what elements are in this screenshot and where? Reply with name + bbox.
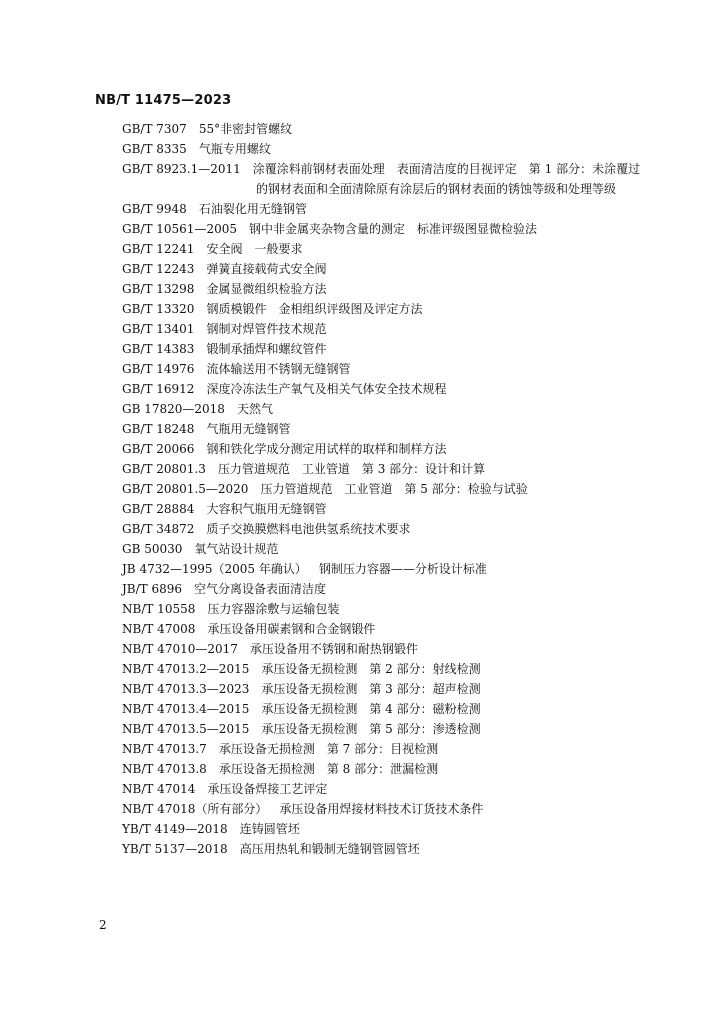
reference-code: NB/T 47013.7 [122,742,207,756]
reference-title: 压力管道规范 工业管道 第 3 部分：设计和计算 [217,462,486,476]
reference-item [122,419,702,439]
reference-title: 承压设备无损检测 第 3 部分：超声检测 [261,682,481,696]
reference-item [122,259,702,279]
reference-code: JB/T 6896 [122,582,183,596]
reference-item [122,559,702,579]
reference-item [122,779,702,799]
reference-title: 55°非密封管螺纹 [198,122,293,136]
reference-code: GB 50030 [122,542,183,556]
reference-title: 钢质模锻件 金相组织评级图及评定方法 [206,302,423,316]
reference-item [122,379,702,399]
reference-title: 钢和铁化学成分测定用试样的取样和制样方法 [206,442,447,456]
reference-code: NB/T 10558 [122,602,196,616]
reference-code: YB/T 4149—2018 [122,822,228,836]
reference-item [122,759,702,779]
reference-item [122,539,702,559]
reference-title: 连铸圆管坯 [239,822,300,836]
reference-title: 质子交换膜燃料电池供氢系统技术要求 [206,522,411,536]
reference-code: NB/T 47013.2—2015 [122,662,250,676]
reference-title: 天然气 [236,402,273,416]
reference-title: 涂覆涂料前钢材表面处理 表面清洁度的目视评定 第 1 部分：未涂覆过 [252,162,641,176]
reference-title: 弹簧直接载荷式安全阀 [206,262,327,276]
reference-item [122,819,702,839]
reference-title-continuation: 的钢材表面和全面清除原有涂层后的钢材表面的锈蚀等级和处理等级 [256,182,617,196]
reference-item [122,199,702,219]
reference-code: NB/T 47014 [122,782,196,796]
reference-code: GB/T 8335 [122,142,187,156]
reference-title: 气瓶专用螺纹 [198,142,271,156]
reference-title: 氧气站设计规范 [194,542,279,556]
reference-item [122,299,702,319]
reference-item [122,479,702,499]
reference-title: 安全阀 一般要求 [206,242,303,256]
reference-code: NB/T 47013.3—2023 [122,682,250,696]
reference-item [122,279,702,299]
reference-title: 压力容器涂敷与运输包装 [207,602,340,616]
reference-code: NB/T 47008 [122,622,196,636]
reference-item [122,519,702,539]
reference-code: GB/T 28884 [122,502,195,516]
reference-item [122,799,702,819]
reference-code: GB/T 20066 [122,442,195,456]
page-number: 2 [99,918,107,932]
reference-code: GB/T 10561—2005 [122,222,237,236]
reference-code: GB/T 20801.5—2020 [122,482,249,496]
normative-references-list [122,119,702,859]
reference-item [122,639,702,659]
reference-title: 承压设备无损检测 第 8 部分：泄漏检测 [218,762,439,776]
reference-item [122,659,702,679]
reference-code: GB/T 16912 [122,382,195,396]
reference-code: NB/T 47010—2017 [122,642,238,656]
reference-item [122,359,702,379]
reference-item [122,139,702,159]
reference-title: 气瓶用无缝钢管 [206,422,291,436]
reference-item [122,339,702,359]
reference-code: GB/T 7307 [122,122,187,136]
reference-title: 钢制压力容器——分析设计标准 [318,562,487,576]
reference-title: 石油裂化用无缝钢管 [198,202,307,216]
reference-code: NB/T 47013.8 [122,762,207,776]
reference-item [122,399,702,419]
reference-code: GB/T 8923.1—2011 [122,162,241,176]
reference-code: NB/T 47013.4—2015 [122,702,250,716]
reference-item [122,239,702,259]
reference-item [122,599,702,619]
reference-title: 大容积气瓶用无缝钢管 [206,502,327,516]
reference-item [122,699,702,719]
reference-title: 深度冷冻法生产氧气及相关气体安全技术规程 [206,382,447,396]
reference-code: GB/T 14976 [122,362,195,376]
reference-item [122,119,702,139]
reference-title: 流体输送用不锈钢无缝钢管 [206,362,351,376]
reference-code: GB/T 20801.3 [122,462,206,476]
reference-title: 金属显微组织检验方法 [206,282,327,296]
reference-code: GB/T 9948 [122,202,187,216]
reference-code: NB/T 47013.5—2015 [122,722,250,736]
reference-item [122,579,702,599]
reference-item [122,719,702,739]
reference-code: GB/T 12243 [122,262,195,276]
reference-title: 承压设备无损检测 第 2 部分：射线检测 [261,662,481,676]
reference-code: NB/T 47018（所有部分） [122,802,268,816]
reference-item [122,159,702,199]
page-header-standard-code: NB/T 11475—2023 [95,93,232,108]
reference-title: 承压设备无损检测 第 7 部分：目视检测 [218,742,439,756]
reference-title: 钢中非金属夹杂物含量的测定 标准评级图显微检验法 [248,222,537,236]
reference-title: 承压设备用碳素钢和合金钢锻件 [207,622,376,636]
reference-title: 钢制对焊管件技术规范 [206,322,327,336]
reference-title: 锻制承插焊和螺纹管件 [206,342,327,356]
reference-code: GB/T 34872 [122,522,195,536]
reference-code: GB/T 13298 [122,282,195,296]
reference-code: GB/T 18248 [122,422,195,436]
reference-code: YB/T 5137—2018 [122,842,228,856]
reference-title: 承压设备焊接工艺评定 [207,782,328,796]
reference-code: GB/T 14383 [122,342,195,356]
reference-code: GB/T 13401 [122,322,195,336]
reference-item [122,219,702,239]
reference-item [122,619,702,639]
reference-code: JB 4732—1995（2005 年确认） [122,562,307,576]
reference-code: GB 17820—2018 [122,402,225,416]
reference-item [122,319,702,339]
reference-code: GB/T 12241 [122,242,195,256]
reference-title: 承压设备无损检测 第 4 部分：磁粉检测 [261,702,481,716]
reference-item [122,459,702,479]
reference-title: 承压设备用不锈钢和耐热钢锻件 [249,642,418,656]
reference-item [122,839,702,859]
reference-item [122,739,702,759]
reference-item [122,439,702,459]
reference-title: 承压设备用焊接材料技术订货技术条件 [279,802,484,816]
reference-item [122,679,702,699]
reference-title: 高压用热轧和锻制无缝钢管圆管坯 [239,842,420,856]
reference-code: GB/T 13320 [122,302,195,316]
reference-title: 承压设备无损检测 第 5 部分：渗透检测 [261,722,481,736]
reference-title: 压力管道规范 工业管道 第 5 部分：检验与试验 [260,482,528,496]
reference-title: 空气分离设备表面清洁度 [194,582,327,596]
reference-item [122,499,702,519]
